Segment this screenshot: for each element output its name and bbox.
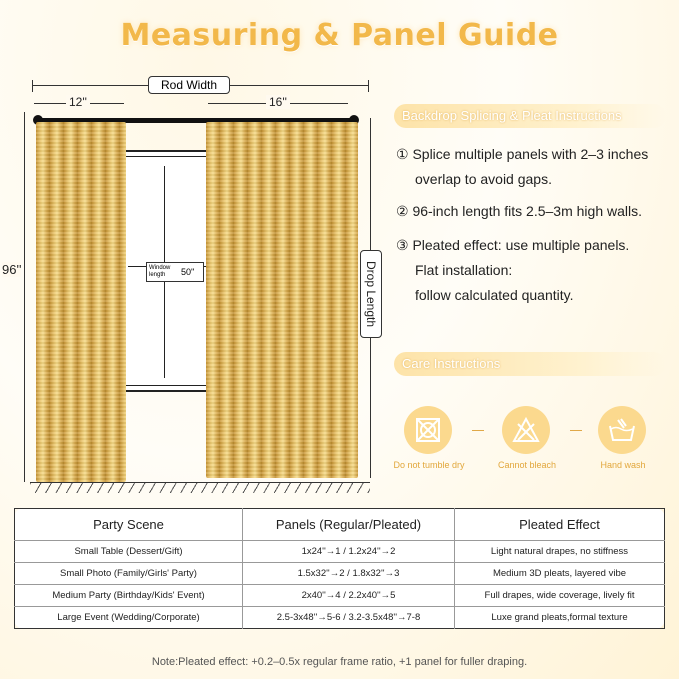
splicing-item-1-cont: overlap to avoid gaps. [415, 171, 552, 187]
table-cell: Small Table (Dessert/Gift) [15, 541, 243, 563]
hand-wash-icon [598, 406, 646, 454]
panel-table [14, 508, 665, 629]
window-length-label: Window length [149, 265, 171, 278]
rod-width-label: Rod Width [148, 76, 230, 94]
table-row [15, 541, 665, 563]
splicing-header: Backdrop Splicing & Pleat Instructions [394, 104, 666, 128]
height-line [24, 112, 25, 482]
window-length-value: 50'' [181, 267, 195, 277]
table-header-row [15, 509, 665, 541]
splicing-item-3-cont-2: follow calculated quantity. [415, 287, 574, 303]
hand-wash-label: Hand wash [600, 460, 646, 470]
floor-hatch [30, 483, 370, 493]
table-cell: 2.5-3x48''→5-6 / 3.2-3.5x48''→7-8 [243, 607, 455, 629]
page-title: Measuring & Panel Guide [120, 18, 559, 53]
table-row [15, 563, 665, 585]
table-cell: Luxe grand pleats,formal texture [491, 612, 628, 623]
table-cell: Medium 3D pleats, layered vibe [455, 563, 665, 585]
table-cell: Medium Party (Birthday/Kids' Event) [15, 585, 243, 607]
table-cell: 2x40''→4 / 2.2x40''→5 [243, 585, 455, 607]
curtain-panel-right [206, 122, 358, 478]
rod-width-tick-right [368, 80, 369, 92]
no-tumble-dry-icon [404, 406, 452, 454]
table-header: Pleated Effect [455, 509, 665, 541]
window-length-box [146, 262, 204, 282]
drop-length-label: Drop Length [364, 260, 378, 328]
left-width-label: 12'' [66, 95, 90, 109]
table-cell: Small Photo (Family/Girls' Party) [15, 563, 243, 585]
splicing-item-1: ① Splice multiple panels with 2–3 inches [396, 146, 649, 162]
footnote: Note:Pleated effect: +0.2–0.5x regular frame ratio, +1 panel for fuller draping. [151, 656, 528, 668]
care-separator [472, 430, 484, 431]
table-cell: 1x24''→1 / 1.2x24''→2 [243, 541, 455, 563]
table-cell: Full drapes, wide coverage, lively fit [455, 585, 665, 607]
table-header: Party Scene [15, 509, 243, 541]
no-bleach-icon [502, 406, 550, 454]
no-tumble-dry-label: Do not tumble dry [393, 460, 465, 470]
table-header: Panels (Regular/Pleated) [243, 509, 455, 541]
splicing-item-3: ③ Pleated effect: use multiple panels. [396, 237, 630, 253]
curtain-panel-left [36, 122, 126, 482]
rod-width-tick-left [32, 80, 33, 92]
right-width-label: 16'' [266, 95, 290, 109]
table-row [15, 585, 665, 607]
table-row [15, 607, 665, 629]
height-label: 96'' [2, 262, 22, 277]
table-cell: 1.5x32''→2 / 1.8x32''→3 [243, 563, 455, 585]
care-separator [570, 430, 582, 431]
splicing-item-3-cont: Flat installation: [415, 262, 513, 278]
table-cell: Light natural drapes, no stiffness [455, 541, 665, 563]
no-bleach-label: Cannot bleach [497, 460, 557, 470]
table-cell: Large Event (Wedding/Corporate) [15, 607, 243, 629]
care-header: Care Instructions [394, 352, 666, 376]
splicing-item-2: ② 96-inch length fits 2.5–3m high walls. [396, 203, 643, 219]
